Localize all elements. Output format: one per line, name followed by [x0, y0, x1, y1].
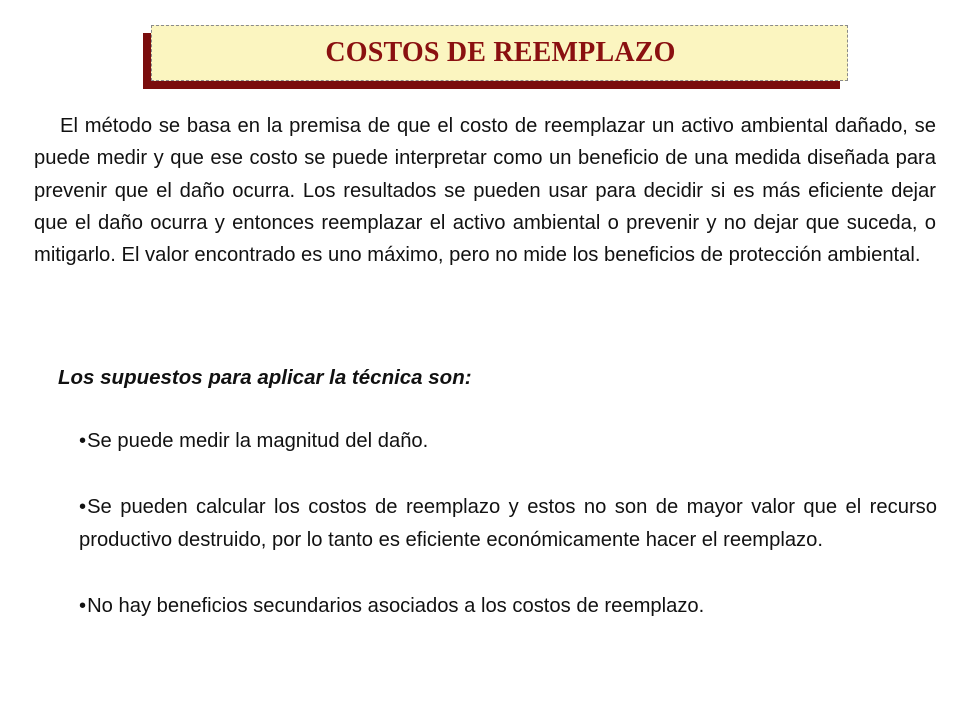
assumptions-heading: Los supuestos para aplicar la técnica son: [58, 366, 472, 389]
intro-paragraph: El método se basa en la premisa de que el costo de reemplazar un activo ambiental dañado, se puede medir y que ese costo se puede interpretar como un beneficio de una medida diseñada para prevenir que el daño ocurra. Los resultados se pueden usar para decidir si es más eficiente dejar que el daño ocurra y entonces reemplazar el activo ambiental o prevenir y no dejar que suceda, o mitigarlo. El valor encontrado es uno máximo, pero no mide los beneficios de protección ambiental. [34, 115, 936, 267]
list-item-text: No hay beneficios secundarios asociados a los costos de reemplazo. [87, 594, 705, 617]
title-box [151, 25, 848, 81]
bullet-icon: • [79, 594, 87, 617]
list-item [79, 590, 937, 622]
list-item [79, 491, 937, 556]
bullet-icon: • [79, 496, 87, 519]
assumptions-list [79, 425, 937, 656]
slide-title: COSTOS DE REEMPLAZO [325, 37, 676, 68]
list-item-text: Se puede medir la magnitud del daño. [87, 430, 429, 452]
list-item-text: Se pueden calcular los costos de reemplazo y estos no son de mayor valor que el recurso productivo destruido, por lo tanto es eficiente económicamente hacer el reemplazo. [79, 496, 937, 551]
list-item [79, 425, 937, 457]
bullet-icon: • [79, 430, 87, 452]
